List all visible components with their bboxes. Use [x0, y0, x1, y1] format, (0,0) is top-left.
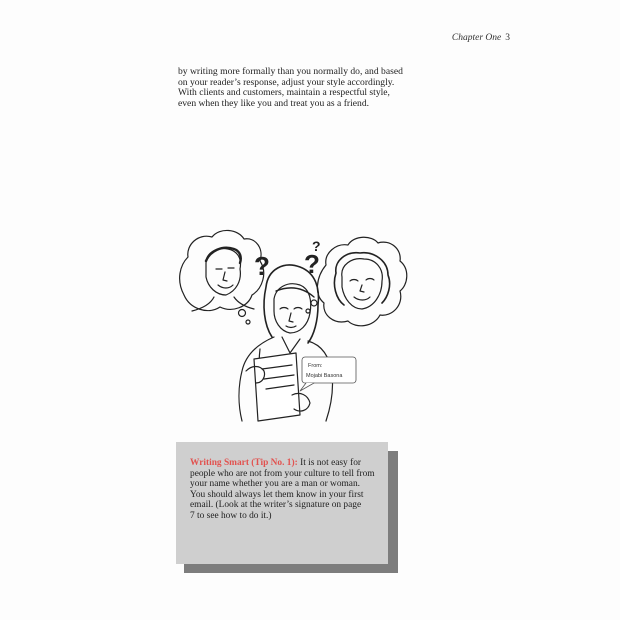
thought-dot: [306, 309, 310, 313]
running-head: [452, 33, 510, 43]
tip-line: 7 to see how to do it.): [190, 510, 272, 521]
thought-dot: [311, 300, 317, 306]
question-mark: ?: [304, 249, 320, 279]
body-line: even when they like you and treat you as a friend.: [178, 97, 370, 109]
cartoon-illustration: [176, 225, 426, 425]
tip-line: [190, 458, 380, 469]
thought-bubble-right: [317, 237, 406, 326]
thought-dot: [246, 320, 250, 324]
question-mark: ?: [312, 238, 321, 254]
chapter-title: Chapter One: [451, 33, 502, 43]
woman-face: [342, 259, 383, 309]
thought-dot: [239, 310, 246, 317]
body-line: With clients and customers, maintain a respectful style,: [178, 87, 390, 99]
body-line: on your reader’s response, adjust your style accordingly.: [178, 76, 395, 88]
tip-first-line: It is not easy for: [297, 458, 362, 468]
body-line: by writing more formally than you normally do, and based: [178, 66, 403, 77]
tip-title: Writing Smart (Tip No. 1):: [190, 458, 298, 468]
question-mark: ?: [254, 251, 270, 281]
note-from-label: From:: [308, 363, 323, 369]
thought-bubble-left: [180, 230, 264, 310]
note-sender-name: Mojabi Basona: [306, 373, 343, 379]
note-box: [302, 357, 356, 383]
body-paragraph: [178, 67, 428, 109]
tip-line: email. (Look at the writer’s signature on page: [190, 500, 362, 510]
tip-box: [176, 442, 388, 564]
page-number: 3: [505, 33, 510, 43]
tip-line: You should always let them know in your first: [190, 489, 364, 500]
tip-line: your name whether you are a man or woman.: [190, 479, 360, 489]
tip-line: people who are not from your culture to tell from: [190, 468, 375, 479]
